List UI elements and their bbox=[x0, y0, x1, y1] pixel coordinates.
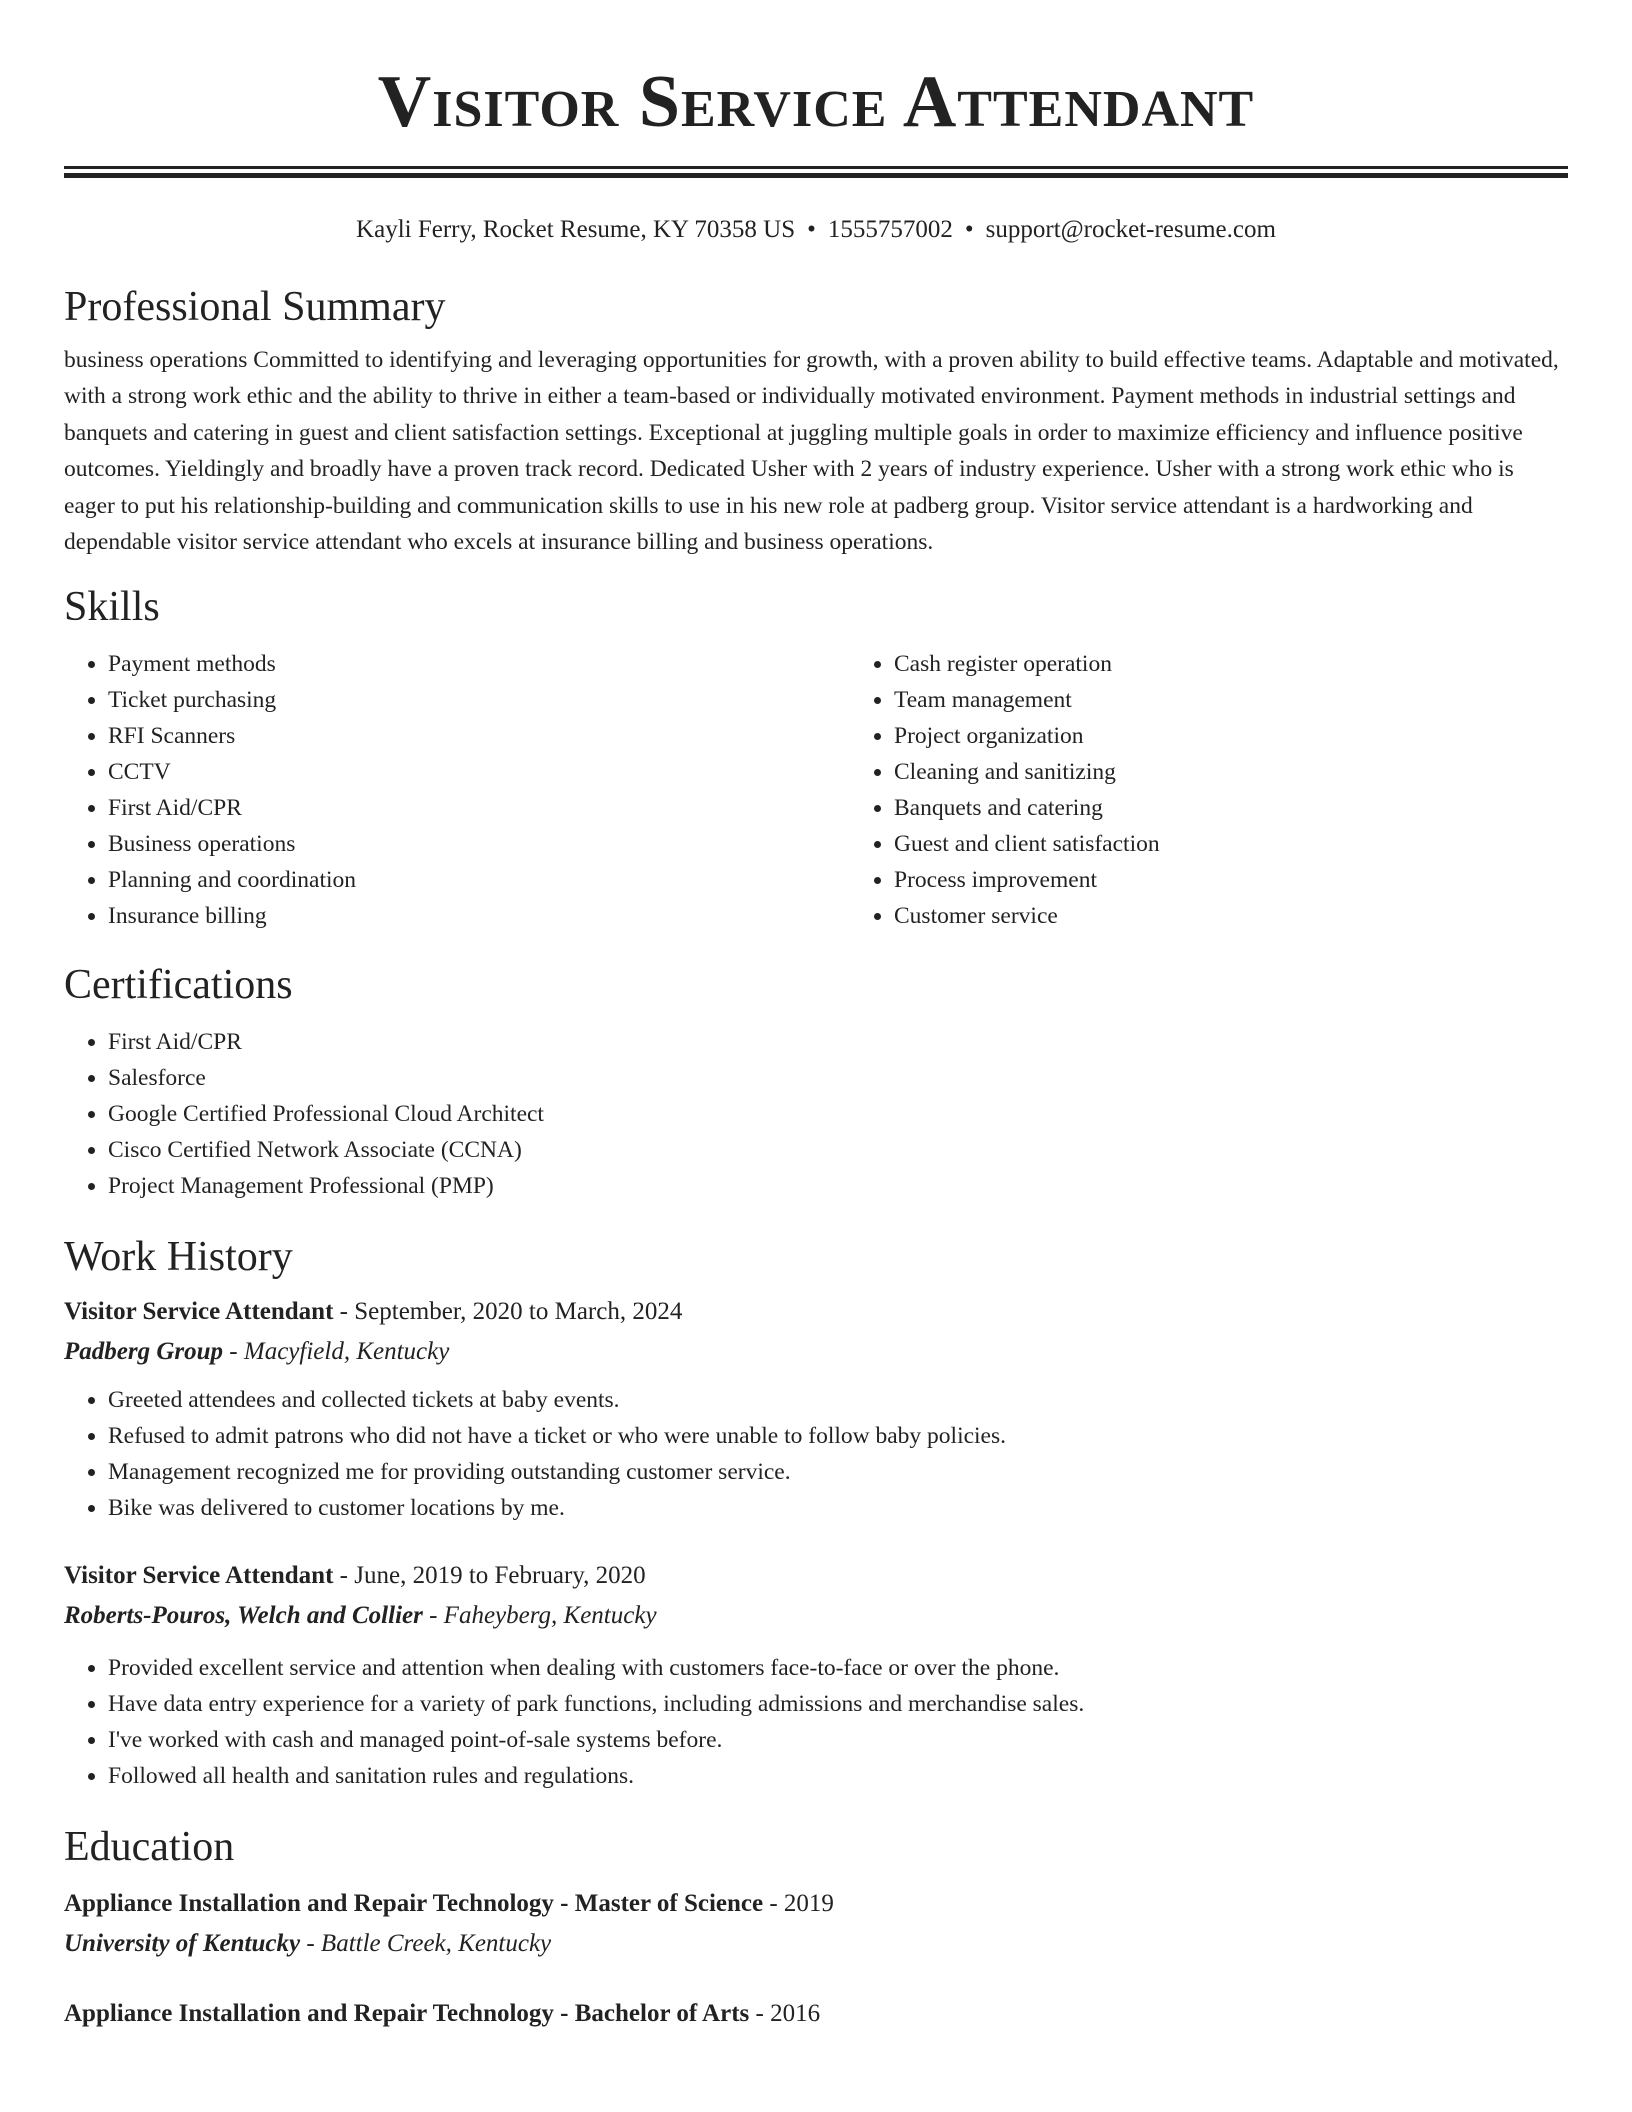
certifications-list bbox=[64, 1024, 1568, 1204]
contact-separator: • bbox=[807, 216, 816, 243]
skill-item: • CCTV bbox=[108, 754, 850, 790]
education-degree: Appliance Installation and Repair Technology - Bachelor of Arts bbox=[64, 2000, 750, 2028]
education-header bbox=[64, 1994, 1568, 2034]
job-dates: - June, 2019 to February, 2020 bbox=[339, 1562, 646, 1590]
education-header bbox=[64, 1884, 1568, 1924]
job-bullet: • Management recognized me for providing outstanding customer service. bbox=[108, 1454, 1568, 1490]
certification-item: • First Aid/CPR bbox=[108, 1024, 1568, 1060]
job-bullet: • Bike was delivered to customer locations by me. bbox=[108, 1490, 1568, 1526]
skill-item: • Process improvement bbox=[894, 862, 1632, 898]
certification-item: • Cisco Certified Network Associate (CCNA) bbox=[108, 1132, 1568, 1168]
education-location: - Battle Creek, Kentucky bbox=[306, 1930, 552, 1958]
skill-item: • Payment methods bbox=[108, 646, 850, 682]
skill-item: • Team management bbox=[894, 682, 1632, 718]
contact-phone: 1555757002 bbox=[827, 216, 953, 243]
job-entry bbox=[64, 1292, 1568, 1526]
skills-list bbox=[64, 646, 1568, 934]
summary-text: business operations Committed to identifying and leveraging opportunities for growth, with a proven ability to build effective teams. Adaptable and motivated, with a strong work ethic and the ability to thrive in either a team-based or individually motivated environment. Payment methods in industrial settings and banquets and catering in guest and client satisfaction settings. Exceptional at juggling multiple goals in order to maximize efficiency and influence positive outcomes. Yieldingly and broadly have a proven track record. Dedicated Usher with 2 years of industry experience. Usher with a strong work ethic who is eager to put his relationship-building and communication skills to use in his new role at padberg group. Visitor service attendant is a hardworking and dependable visitor service attendant who excels at insurance billing and business operations. bbox=[64, 347, 1559, 556]
education-year: - 2019 bbox=[769, 1890, 834, 1918]
section-heading-summary: Professional Summary bbox=[64, 284, 446, 330]
job-bullet: • Greeted attendees and collected tickets at baby events. bbox=[108, 1382, 1568, 1418]
certification-item: • Project Management Professional (PMP) bbox=[108, 1168, 1568, 1204]
skill-item: • Insurance billing bbox=[108, 898, 850, 934]
skill-item: • Cash register operation bbox=[894, 646, 1632, 682]
section-heading-work-history: Work History bbox=[64, 1234, 293, 1281]
job-location: - Macyfield, Kentucky bbox=[229, 1338, 450, 1366]
skill-item: • Planning and coordination bbox=[108, 862, 850, 898]
job-company: Padberg Group bbox=[64, 1338, 224, 1366]
section-heading-certifications: Certifications bbox=[64, 962, 293, 1009]
education-degree: Appliance Installation and Repair Technology - Master of Science bbox=[64, 1890, 764, 1918]
certification-item: • Google Certified Professional Cloud Architect bbox=[108, 1096, 1568, 1132]
skill-item: • RFI Scanners bbox=[108, 718, 850, 754]
skills-column-right bbox=[850, 646, 1632, 934]
job-employer bbox=[64, 1332, 1568, 1372]
section-heading-skills: Skills bbox=[64, 584, 160, 631]
job-title: Visitor Service Attendant bbox=[64, 1298, 334, 1326]
contact-address: Kayli Ferry, Rocket Resume, KY 70358 US bbox=[356, 216, 796, 243]
resume-title: Visitor Service Attendant bbox=[377, 61, 1255, 143]
title-divider bbox=[64, 166, 1568, 178]
skills-column-left bbox=[64, 646, 850, 934]
job-bullet: • Refused to admit patrons who did not have a ticket or who were unable to follow baby policies. bbox=[108, 1418, 1568, 1454]
skill-item: • Project organization bbox=[894, 718, 1632, 754]
skill-item: • Business operations bbox=[108, 826, 850, 862]
contact-separator: • bbox=[964, 216, 974, 243]
job-location: - Faheyberg, Kentucky bbox=[429, 1602, 657, 1630]
education-institution bbox=[64, 1924, 1568, 1964]
certification-item: • Salesforce bbox=[108, 1060, 1568, 1096]
job-title: Visitor Service Attendant bbox=[64, 1562, 334, 1590]
education-year: - 2016 bbox=[755, 2000, 821, 2028]
job-bullets bbox=[64, 1650, 1568, 1794]
skill-item: • First Aid/CPR bbox=[108, 790, 850, 826]
job-bullet: • I've worked with cash and managed point-of-sale systems before. bbox=[108, 1722, 1568, 1758]
skill-item: • Ticket purchasing bbox=[108, 682, 850, 718]
job-bullet: • Have data entry experience for a variety of park functions, including admissions and merchandise sales. bbox=[108, 1686, 1568, 1722]
section-heading-education: Education bbox=[64, 1824, 235, 1871]
skill-item: • Banquets and catering bbox=[894, 790, 1632, 826]
job-bullet: • Followed all health and sanitation rules and regulations. bbox=[108, 1758, 1568, 1794]
education-entry bbox=[64, 1994, 1568, 2034]
education-school: University of Kentucky bbox=[64, 1930, 301, 1958]
job-bullets bbox=[64, 1382, 1568, 1526]
job-entry bbox=[64, 1556, 1568, 1794]
skill-item: • Customer service bbox=[894, 898, 1632, 934]
skill-item: • Guest and client satisfaction bbox=[894, 826, 1632, 862]
job-company: Roberts-Pouros, Welch and Collier bbox=[64, 1602, 423, 1630]
contact-email: support@rocket-resume.com bbox=[985, 216, 1276, 243]
contact-line bbox=[64, 214, 1568, 246]
job-header bbox=[64, 1556, 1568, 1596]
skill-item: • Cleaning and sanitizing bbox=[894, 754, 1632, 790]
job-dates: - September, 2020 to March, 2024 bbox=[339, 1298, 683, 1326]
education-entry bbox=[64, 1884, 1568, 1964]
job-employer bbox=[64, 1596, 1568, 1636]
job-bullet: • Provided excellent service and attention when dealing with customers face-to-face or over the phone. bbox=[108, 1650, 1568, 1686]
job-header bbox=[64, 1292, 1568, 1332]
